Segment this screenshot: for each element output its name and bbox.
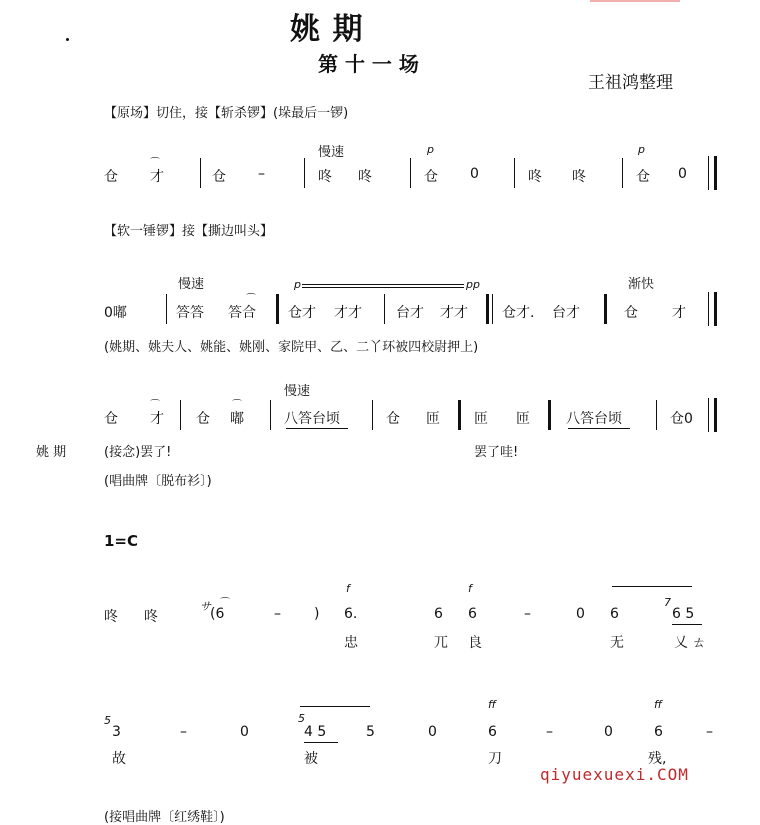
note-token: 咚 [144,609,158,625]
qupai-note: (唱曲牌〔脱布衫〕) [104,474,212,489]
note-token: 匝 [516,411,530,427]
note-token: 咚 [528,169,542,185]
hairpin-line [302,287,464,288]
dynamic-p: p [427,143,434,156]
cut-off-line: (接唱曲牌〔红绣鞋〕) [104,810,225,825]
beam-underline [286,428,348,429]
note-token: 匝 [426,411,440,427]
stage-direction: (姚期、姚夫人、姚能、姚刚、家院甲、乙、二丫环被四校尉押上) [104,340,479,355]
note-token: 6 5 [672,606,695,622]
note-token: 6 [610,606,619,622]
note-token: 4 5 [304,724,327,740]
note-token: 答答 [176,305,204,321]
grace-note: 7 [664,596,671,609]
fermata-icon: ⌒ [232,400,242,411]
note-token: 咚 [318,169,332,185]
lyric: 被 [304,751,318,767]
note-token: 仓 [212,169,226,185]
beam-underline [304,742,338,743]
note-token: 仓 [104,411,118,427]
dynamic-ff: ff [654,698,662,711]
note-token: – [258,166,265,182]
lyric: 无 [610,635,624,651]
note-token: 6 [488,724,497,740]
key-signature: 1=C [104,532,139,550]
note-token: 仓 [104,169,118,185]
hairpin-line [302,284,464,285]
note-token: – [180,724,187,740]
note-token: 3 [112,724,121,740]
final-barline [708,398,709,432]
note-token: – [524,606,531,622]
note-token: 0 [678,166,687,182]
note-token: 才才 [334,305,362,321]
barline [166,294,167,324]
final-barline [708,156,709,190]
note-token: 咚 [572,169,586,185]
note-token: – [274,606,281,622]
arranger-credit: 王祖鸿整理 [588,73,673,93]
note-token: 6 [654,724,663,740]
repeat-start [458,400,461,430]
tempo-mark: 慢速 [284,384,311,399]
dynamic-pp: pp [466,278,480,291]
tempo-mark-accel: 渐快 [628,277,655,292]
final-barline [714,398,717,432]
repeat-start [604,294,607,324]
final-barline [714,156,717,190]
barline [384,294,385,324]
note-token: 咚 [358,169,372,185]
note-token: 才才 [440,305,468,321]
note-token: – [546,724,553,740]
final-barline [708,292,709,326]
barline [410,158,411,188]
note-token: ) [314,606,320,622]
note-token: 0嘟 [104,305,127,321]
note-token: 咚 [104,609,118,625]
lyric: ㄊ [692,635,706,651]
note-token: 6. [344,606,358,622]
tempo-mark: 慢速 [178,277,205,292]
note-token: 仓 [636,169,650,185]
grace-note: 5 [298,712,305,725]
repeat-start [276,294,279,324]
note-token: (6 [210,606,225,622]
barline [372,400,373,430]
watermark: qiyuexuexi.COM [540,765,689,784]
spoken-line: 罢了哇! [474,445,519,460]
opera-title: 姚 期 [290,12,364,47]
lyric: 乂 [674,635,688,651]
spoken-line: (接念)罢了! [104,445,172,460]
barline [180,400,181,430]
dynamic-p: p [294,278,301,291]
note-token: 仓0 [670,411,693,427]
lyric: 刀 [488,751,502,767]
note-token: – [706,724,713,740]
note-token: 仓 [196,411,210,427]
fermata-icon: ⌒ [220,598,230,609]
speck [66,38,69,41]
grace-note: 5 [104,714,111,727]
note-token: 台才 [396,305,424,321]
note-token: 0 [470,166,479,182]
barline [622,158,623,188]
note-token: 仓才 [288,305,316,321]
note-token: 才 [150,169,164,185]
dynamic-p: p [638,143,645,156]
note-token: 0 [428,724,437,740]
lyric: 故 [112,751,126,767]
note-token: 仓 [386,411,400,427]
note-token: 0 [576,606,585,622]
lyric: 残, [648,751,667,767]
repeat-end [486,294,489,324]
final-barline [714,292,717,326]
note-token: 嘟 [230,411,244,427]
note-token: 0 [240,724,249,740]
note-token: 5 [366,724,375,740]
lyric: 良 [468,635,482,651]
repeat-end [548,400,551,430]
fermata-icon: ⌒ [150,400,160,411]
barline [514,158,515,188]
note-token: 台才 [552,305,580,321]
barline [656,400,657,430]
note-token: 才 [672,305,686,321]
note-token: 答合 [228,305,256,321]
note-token: 6 [434,606,443,622]
beam-underline [568,428,630,429]
note-token: 仓 [624,305,638,321]
note-token: 八答台顷 [284,411,340,427]
slur-line [300,706,370,707]
fermata-icon: ⌒ [150,158,160,169]
note-token: 八答台顷 [566,411,622,427]
corner-mark [590,0,680,2]
beam-underline [672,624,702,625]
barline [304,158,305,188]
barline [270,400,271,430]
note-token: 匝 [474,411,488,427]
note-token: 仓才. [502,305,535,321]
note-token: 6 [468,606,477,622]
free-tempo-mark: サ [200,600,211,613]
scene-heading: 第 十 一 场 [318,52,419,76]
dynamic-ff: ff [488,698,496,711]
instruction-line-1: 【原场】切住，接【斩杀锣】(垛最后一锣) [104,106,349,121]
barline [492,294,493,324]
tempo-mark: 慢速 [318,145,345,160]
barline [200,158,201,188]
role-name: 姚 期 [36,445,67,460]
slur-line [612,586,692,587]
note-token: 才 [150,411,164,427]
lyric: 兀 [434,635,448,651]
dynamic-f: f [346,582,350,595]
note-token: 仓 [424,169,438,185]
dynamic-f: f [468,582,472,595]
lyric: 忠 [344,635,358,651]
fermata-icon: ⌒ [246,294,256,305]
instruction-line-2: 【软一锤锣】接【撕边叫头】 [104,224,274,239]
note-token: 0 [604,724,613,740]
